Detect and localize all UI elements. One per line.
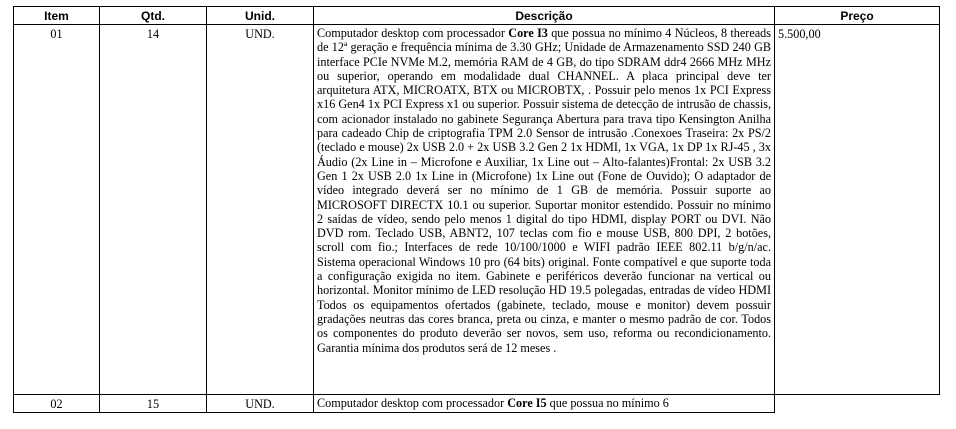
cell-qty: 15 — [100, 395, 207, 413]
cell-item: 01 — [14, 25, 100, 395]
cell-description: Computador desktop com processador Core I5 que possua no mínimo 6 — [314, 395, 775, 413]
processor-model: Core I5 — [507, 396, 547, 410]
processor-model: Core I3 — [508, 26, 548, 40]
header-description: Descrição — [314, 7, 775, 25]
table-row — [14, 25, 940, 395]
cell-price — [775, 395, 940, 413]
header-row — [14, 7, 940, 25]
table-row — [14, 395, 940, 413]
cell-description: Computador desktop com processador Core I3 que possua no mínimo 4 Núcleos, 8 thereads de 12ª geração e frequência mínima de 3.30 GHz; Unidade de Armazenamento SSD 240 GB interface PCIe NVMe M.2, memória RAM de 4 GB, do tipo SDRAM ddr4 2666 MHz MHz ou superior, operando em modalidade dual CHANNEL. A placa principal deve ter arquitetura ATX, MICROATX, BTX ou MICROBTX, . Possuir pelo menos 1x PCI Express x16 Gen4 1x PCI Express x1 ou superior. Possuir sistema de detecção de intrusão de chassis, com acionador instalado no gabinete Segurança Abertura para trava tipo Kensington Anilha para cadeado Chip de criptografia TPM 2.0 Sensor de intrusão .Conexoes Traseira: 2x PS/2 (teclado e mouse) 2x USB 2.0 + 2x USB 3.2 Gen 2 1x HDMI, 1x VGA, 1x DP 1x RJ-45 , 3x Áudio (2x Line in – Microfone e Auxiliar, 1x Line out – Alto-falantes)Frontal: 2x USB 3.2 Gen 1 2x USB 2.0 1x Line in (Microfone) 1x Line out (Fone de Ouvido); O adaptador de vídeo integrado deverá ser no mínimo de 1 GB de memória. Possuir suporte ao MICROSOFT DIRECTX 10.1 ou superior. Suportar monitor estendido. Possuir no mínimo 2 saídas de vídeo, sendo pelo menos 1 digital do tipo HDMI, display PORT ou DVI. Não DVD rom. Teclado USB, ABNT2, 107 teclas com fio e mouse USB, 800 DPI, 2 botões, scroll com fio.; Interfaces de rede 10/100/1000 e WIFI padrão IEEE 802.11 b/g/n/ac. Sistema operacional Windows 10 pro (64 bits) original. Fonte compatível e que suporte toda a configuração exigida no item. Gabinete e periféricos deverão funcionar na vertical ou horizontal. Monitor mínimo de LED resolução HD 19.5 polegadas, entradas de vídeo HDMI Todos os equipamentos ofertados (gabinete, teclado, mouse e monitor) devem possuir gradações neutras das cores branca, preta ou cinza, e manter o mesmo padrão de cor. Todos os componentes do produto deverão ser novos, sem uso, reforma ou recondicionamento. Garantia mínima dos produtos será de 12 meses . — [314, 25, 775, 395]
header-unit: Unid. — [207, 7, 314, 25]
cell-unit: UND. — [207, 25, 314, 395]
cell-price: 5.500,00 — [775, 25, 940, 395]
cell-qty: 14 — [100, 25, 207, 395]
header-item: Item — [14, 7, 100, 25]
header-qty: Qtd. — [100, 7, 207, 25]
cell-item: 02 — [14, 395, 100, 413]
items-table — [13, 6, 940, 413]
header-price: Preço — [775, 7, 940, 25]
cell-unit: UND. — [207, 395, 314, 413]
